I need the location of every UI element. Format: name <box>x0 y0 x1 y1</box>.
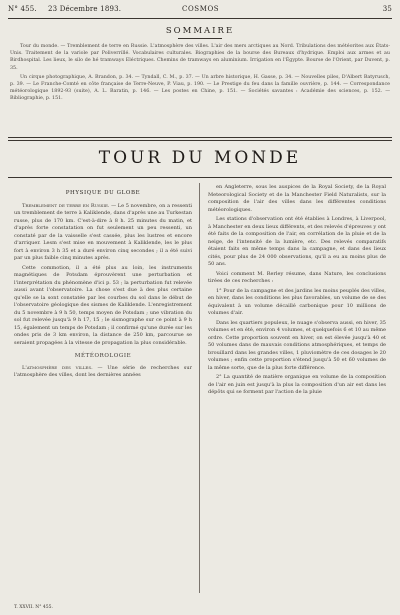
issue-number: N° 455. <box>8 5 37 13</box>
article-lead: L'atmosphère des villes. <box>22 364 93 371</box>
running-header <box>8 5 392 17</box>
sommaire-title: SOMMAIRE <box>165 26 235 36</box>
section-title: TOUR DU MONDE <box>98 148 302 168</box>
subhead-physique: PHYSIQUE DU GLOBE <box>65 190 141 196</box>
article-paragraph: 2° La quantité de matière organique en volume de la composition de l'air en juin est jusqu'à la plus la composition d'un air est dans les dépôts qui se forment par l'action de la pluie <box>208 374 386 395</box>
article-paragraph <box>14 203 192 263</box>
sommaire-paragraph: Tour du monde. — Tremblement de terre en Russie. L'atmosphère des villes. L'air des mers arctiques au Nord. Tribulations des météorites aux États-Unis. Traitement de la variole par Poliverrillé. Vocabulaires culturales. Biographies de la bourse des Bureaux d'hydrique. Emploi aux armes et au Birdhospital. Les lieux, le silo de hé tramways Eléctriques. Chemins de tramways en aluminium. Irrigation en l'Égypte. Bourse de l'Orient, par Duvent, p. 35. <box>10 44 390 71</box>
volume-footer: T. XXVII. N° 455. <box>14 605 53 610</box>
section-rule-top <box>8 137 392 138</box>
article-text: — Le 5 novembre, on a ressenti un tremblement de terre à Kaliklende, dans d'après une au Turkestan russe, plus de 170 km. C'est-à-dire à 8 h. 25 minutes du matin, et d'après forte constatation on fut seulement un peu ressenti, un constaté par de la vaisselle s'est cassée, plus les lustres et encore d'arriquer. Lesm s'est mise en mouvement à Kaliklende, les le plus fort à environ 3 h 35 et a duré environ cinq secondes ; il a été suivi par un plus faible cinq minutes après. <box>14 202 192 261</box>
article-paragraph: Voici comment M. Rerley résume, dans Nature, les conclusions tirées de ces recherches : <box>208 270 386 284</box>
subhead-meteorologie: MÉTÉOROLOGIE <box>74 353 132 359</box>
left-column <box>14 190 192 382</box>
right-column <box>208 184 386 399</box>
article-paragraph <box>14 365 192 380</box>
journal-title: COSMOS <box>182 5 220 13</box>
article-paragraph: en Angleterre, sous les auspices de la Royal Society, de la Royal Meteorological Society et de la Manchester Field Naturalists, sur la composition de l'air des villes dans les différentes conditions météorologiques. <box>208 184 386 213</box>
sommaire-underline <box>178 38 222 39</box>
article-paragraph: Dans les quartiers populeux, le nuage s'observa aussi, en hiver, 35 volumes et en été, environ 4 volumes, et quelquefois 6 et 10 au même ordre. Cette proportion souvent en hiver, on est élevée jusqu'à 40 et 50 volumes dans de mauvais conditions atmosphériques, et temps de brouillard dans les grandes villes, 1 pluviomètre de ces dosages le 20 volumes ; enfin cette proportion s'étend jusqu'à 50 et 60 volumes de la même sorte, que de la plus forte différence. <box>208 319 386 371</box>
article-paragraph: 1° Pour de la campagne et des jardins les moins peuplés des villes, en hiver, dans les conditions les plus favorables, un volume de se des équivalent à un volume décaillé carbonique pour 10 millions de volumes d'air. <box>208 287 386 316</box>
page-number: 35 <box>382 5 392 13</box>
issue-date: 23 Décembre 1893. <box>48 5 122 13</box>
article-paragraph: Les stations d'observation ont été établies à Londres, à Liverpool, à Manchester en deux lieux différents, et des relevés d'épreuves y ont été faits de la composition de l'air, en corrélation de la pluie et de la neige, de l'intensité de la lumière, etc. Des relevés comparatifs étaient faits en même temps dans la campagne, et dans des lieux cités, pour plus de 24 000 observations, qu'il a eu au moins plus de 50 ans. <box>208 216 386 267</box>
section-rule-bottom <box>8 177 392 178</box>
article-text: — Une série de recherches sur l'atmosphère des villes, dont les dernières années <box>14 364 192 378</box>
article-lead: Tremblement de terre en Russie. <box>22 202 110 209</box>
sommaire-paragraph: Un cirque photographique, A. Brandon, p. 34. — Tyndall, C. M., p. 37. — Un arbre historique, H. Gasse, p. 34. — Nouvelles piles, D'Albert Batyrusch, p. 39. — Le Franche-Comté en côte française de Terre-Neuve, P. Viau, p. 190. — Le Prestige du feu dans la famille ouvrière, p. 144. — Correspondance météorologique 1892-93 (suite), A. L. Baratin, p. 146. — Les postes en Chine, p. 151. — Sociétés savantes : Académie des sciences, p. 152. — Bibliographie, p. 151. <box>10 74 390 102</box>
article-paragraph: Cette commotion, il a été plus au loin, les instruments magnétiques de Potsdam éprouvèrent une perturbation et l'interprétation du phénomène d'ici p. 53 ; la perturbation fut relevée aussi avant l'observatoire. La chose s'est due à des plus certaine qu'elle se la sont constatée par les courbes du sol dans le début de l'observatoire géologique des sismes de Kaliklende. L'enregistrement du 5 novembre à 9 h 50, temps moyen de Potsdam ; une vibration du sol fut relevée jusqu'à 9 h 17, 15 ; le sismographe sur ce point à 9 h 15, également un temps de Potsdam ; il confirmé qu'une durée sur les ondes pris de 3 km environ, la distance de 250 km, parcourue se seraient propagées à la vitesse de propagation la plus considérable. <box>14 264 192 346</box>
column-divider <box>199 183 200 593</box>
header-rule <box>8 18 392 19</box>
sommaire-block <box>10 43 390 105</box>
section-rule-top-double <box>8 140 392 141</box>
